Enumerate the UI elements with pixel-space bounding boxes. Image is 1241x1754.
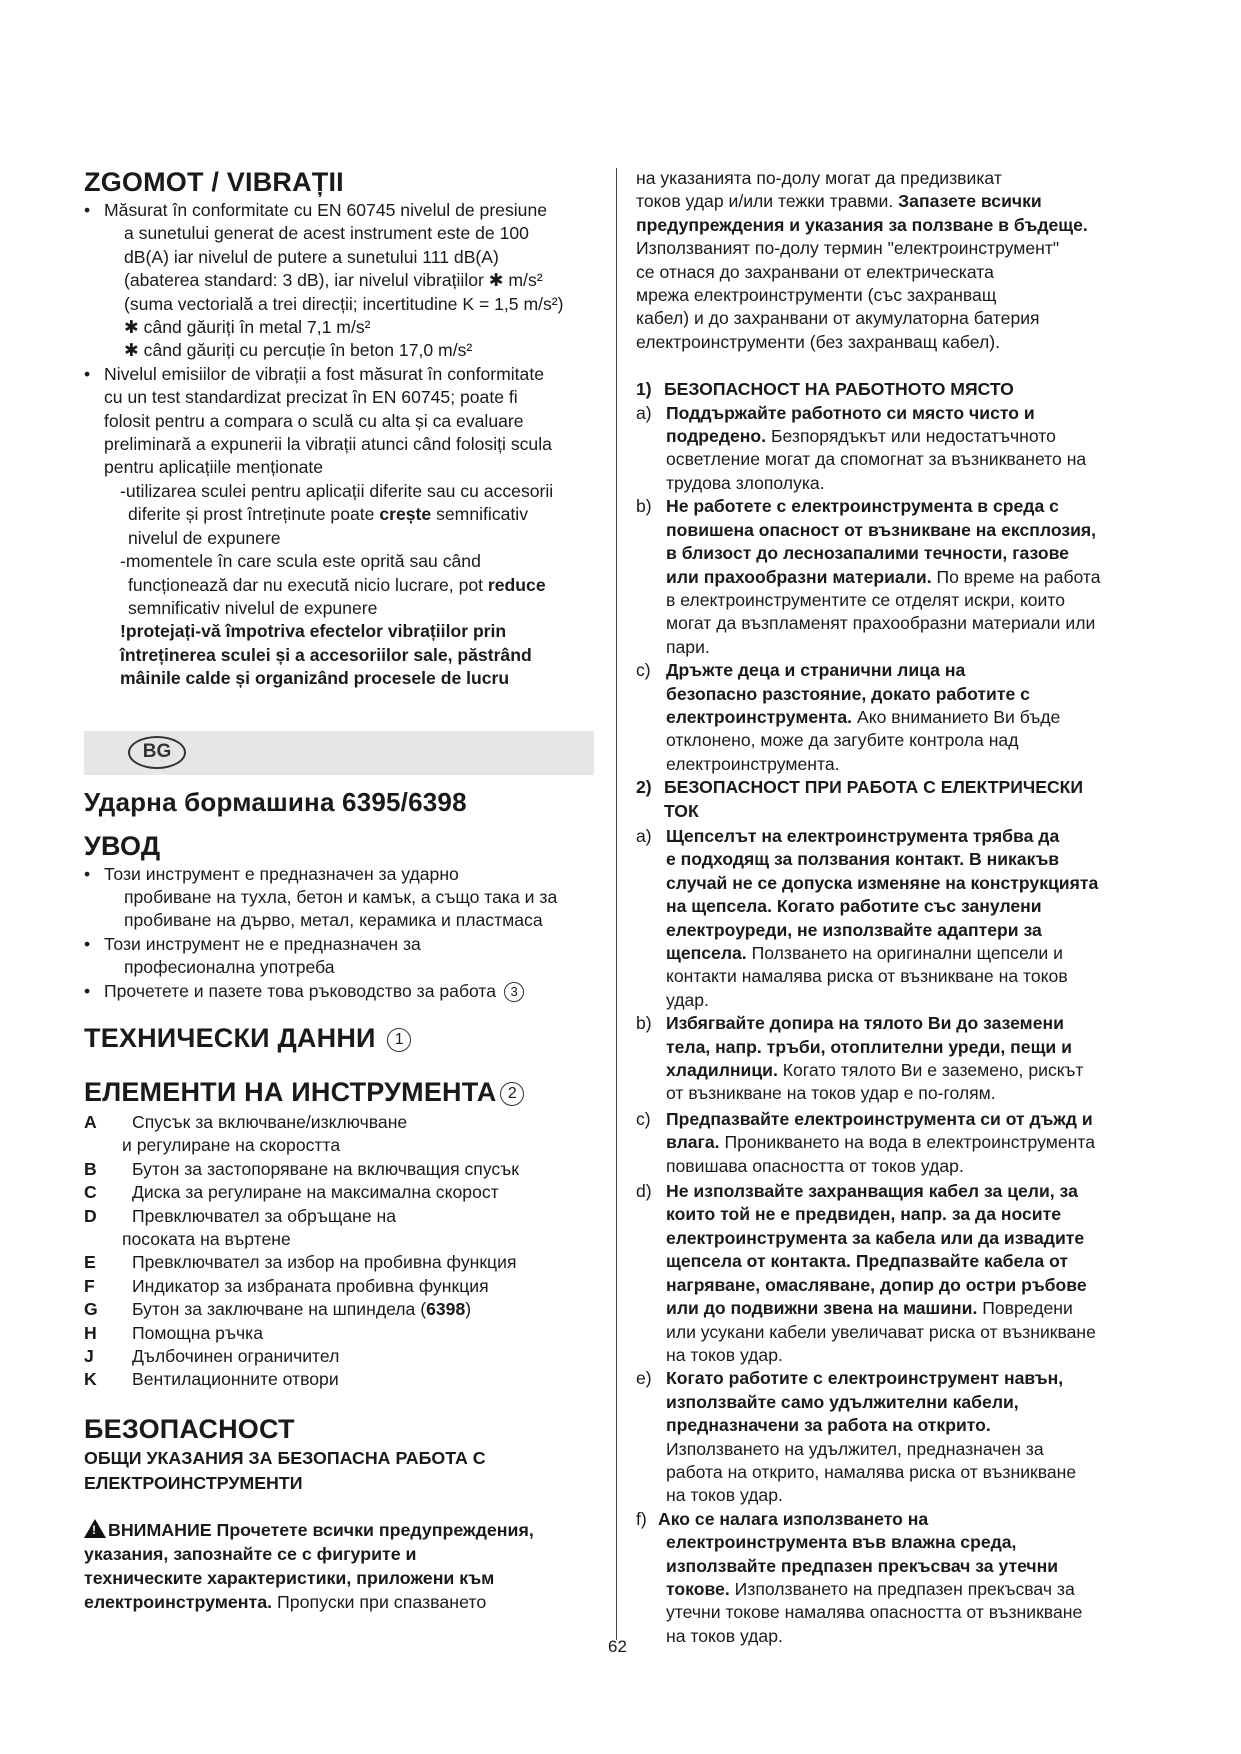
page-number: 62	[608, 1637, 627, 1656]
item-2c: c) Предпазвайте електроинструмента си от дъжд и влага. Проникването на вода в електроинструмента повишава опасността от токов удар.	[636, 1108, 1095, 1176]
text-line: на указанията по-долу могат да предизвикат	[636, 168, 1002, 188]
text-line: мрежа електроинструменти (със захранващ	[636, 285, 997, 306]
text-line: dB(A) iar nivelul de putere a sunetului 111 dB(A)	[124, 246, 499, 267]
element-row	[84, 1345, 596, 1368]
text-line: токов удар и/или тежки травми. Запазете всички	[636, 191, 1042, 212]
item-2e: e) Когато работите с електроинструмент навън, използвайте само удължителни кабели, предназначени за работа на открито. Използването на удължител, предназначен за работа на открито, намалява риска от възникване на токов удар.	[636, 1368, 1077, 1506]
text-line: funcționează dar nu execută nicio lucrare, pot reduce	[128, 574, 546, 595]
text-line: ✱ când găuriți cu percuție în beton 17,0 m/s²	[124, 340, 473, 361]
text-line: електроинструмента. Пропуски при спазването	[84, 1591, 487, 1612]
text-line: -momentele în care scula este oprită sau când	[120, 551, 481, 572]
left-column	[84, 165, 596, 1614]
asterisk-icon: ✱	[124, 340, 139, 361]
text-line: пробиване на дърво, метал, керамика и пластмаса	[124, 910, 543, 931]
element-row	[84, 1298, 596, 1321]
asterisk-icon: ✱	[124, 317, 139, 338]
safety-subtitle: ОБЩИ УКАЗАНИЯ ЗА БЕЗОПАСНА РАБОТА С ЕЛЕКТРОИНСТРУМЕНТИ	[84, 1447, 486, 1493]
element-label: посоката на въртене	[122, 1229, 291, 1249]
element-row	[84, 1158, 596, 1181]
intro-paragraph	[636, 167, 1156, 354]
text-line: • Nivelul emisiilor de vibrații a fost măsurat în conformitate	[104, 363, 545, 384]
text-line: Прочетете и пазете това ръководство за работа	[104, 980, 497, 1001]
element-row	[84, 1205, 596, 1228]
zgomot-protect-note	[84, 620, 596, 690]
element-label: Превключвател за обръщане на	[132, 1205, 396, 1226]
element-row	[84, 1228, 596, 1251]
section-electrical: 2) БЕЗОПАСНОСТ ПРИ РАБОТА С ЕЛЕКТРИЧЕСКИ ТОК	[636, 777, 1084, 821]
text-line: !protejați-vă împotriva efectelor vibrațiilor prin	[120, 621, 507, 642]
figure-ref-3: 3	[504, 982, 524, 1002]
text-line: • Този инструмент е предназначен за ударно	[104, 863, 459, 884]
element-key: H	[84, 1322, 97, 1343]
text-line: preliminară a expunerii la vibrații atunci când folosiți scula	[104, 434, 552, 455]
warning-icon: !	[84, 1519, 106, 1538]
intro-bullet-3	[84, 980, 596, 1003]
elements-list	[84, 1111, 596, 1392]
column-divider	[616, 168, 617, 1640]
element-row	[84, 1275, 596, 1298]
text-line: указания, запознайте се с фигурите и	[84, 1543, 417, 1564]
text-line: a sunetului generat de acest instrument este de 100	[124, 223, 529, 244]
text-line: folosit pentru a compara o sculă cu alta și ca evaluare	[104, 410, 524, 431]
element-label: Вентилационните отвори	[132, 1369, 339, 1390]
section-title-intro: УВОД	[84, 830, 161, 861]
element-key: J	[84, 1346, 94, 1367]
intro-bullet-2	[84, 933, 596, 980]
item-2d: d) Не използвайте захранващия кабел за цели, за които той не е предвиден, напр. за да носите електроинструмента за кабела или да извадите щепсела от контакта. Предпазвайте кабела от нагряване, омасляване, допир до остри ръбове или до подвижни звена на машини. Повредени или усукани кабели увеличават риска от възникване на токов удар.	[636, 1181, 1096, 1365]
text-line: кабел) и до захранвани от акумулаторна батерия	[636, 308, 1040, 329]
element-row	[84, 1134, 596, 1157]
language-badge: BG	[128, 736, 186, 769]
element-key: D	[84, 1205, 97, 1226]
element-label: Спусък за включване/изключване	[132, 1111, 408, 1132]
section-work-area: 1) БЕЗОПАСНОСТ НА РАБОТНОТО МЯСТО	[636, 379, 1014, 400]
language-bar	[84, 731, 594, 775]
text-line: се отнася до захранвани от електрическата	[636, 261, 994, 282]
text-line: професионална употреба	[124, 957, 335, 978]
section-title-zgomot: ZGOMOT / VIBRAȚII	[84, 167, 344, 197]
item-2b: b) Избягвайте допира на тялото Ви до заземени тела, напр. тръби, отоплителни уреди, пещи и хладилници. Когато тялото Ви е заземено, рискът от възникване на токов удар е по-голям.	[636, 1013, 1084, 1104]
text-line: електроинструменти (без захранващ кабел).	[636, 331, 1001, 352]
element-row	[84, 1251, 596, 1274]
text-line: pentru aplicațiile menționate	[104, 457, 324, 478]
item-2a: a) Щепселът на електроинструмента трябва да е подходящ за ползвания контакт. В никакъв случай не се допуска изменяне на конструкцията на щепсела. Когато работите със занулени електроуреди, не използвайте адаптери за щепсела. Ползването на оригинални щепсели и контакти намалява риска от възникване на токов удар.	[636, 825, 1099, 1010]
text-line: diferite și prost întreținute poate crește semnificativ	[128, 504, 528, 525]
item-1a: a) Поддържайте работното си място чисто и подредено. Безпорядъкът или недостатъчното осветление могат да спомогнат за възникването на трудова злополука.	[636, 402, 1087, 493]
section-title-tech: ТЕХНИЧЕСКИ ДАННИ 1	[84, 1021, 596, 1055]
text-line: întreținerea sculei și a accesoriilor sale, păstrând	[120, 644, 532, 665]
item-1b: b) Не работете с електроинструмента в среда с повишена опасност от възникване на експлозия, в близост до леснозапалими течности, газове или прахообразни материали. По време на работа в електроинструментите се отделят искри, които могат да възпламенят прахообразни материали или пари.	[636, 496, 1101, 657]
right-column	[636, 167, 1156, 1648]
element-label: Помощна ръчка	[132, 1322, 263, 1343]
zgomot-dash-2	[84, 550, 596, 620]
element-label: Превключвател за избор на пробивна функция	[132, 1252, 517, 1273]
element-key: A	[84, 1111, 97, 1132]
element-key: E	[84, 1252, 96, 1273]
element-row	[84, 1322, 596, 1345]
element-label: Диска за регулиране на максимална скорост	[132, 1182, 499, 1203]
text-line: ! ВНИМАНИЕ Прочетете всички предупреждения,	[84, 1518, 596, 1542]
figure-ref-2: 2	[500, 1082, 524, 1106]
text-line: (suma vectorială a trei direcții; incertitudine K = 1,5 m/s²)	[124, 293, 564, 314]
element-key: F	[84, 1275, 95, 1296]
text-line: Използваният по-долу термин "електроинструмент"	[636, 238, 1060, 259]
element-label: Дълбочинен ограничител	[132, 1346, 340, 1367]
element-row	[84, 1368, 596, 1391]
element-label: и регулиране на скоростта	[122, 1135, 341, 1156]
element-label: Индикатор за избраната пробивна функция	[132, 1275, 489, 1296]
product-title: Ударна бормашина 6395/6398	[84, 786, 467, 817]
item-1c: c) Дръжте деца и странични лица на безопасно разстояние, докато работите с електроинструмента. Ако вниманието Ви бъде отклонено, може да загубите контрола над електроинструмента.	[636, 660, 1061, 774]
intro-bullet-1	[84, 863, 596, 933]
element-label: Бутон за застопоряване на включващия спусък	[132, 1158, 519, 1179]
zgomot-bullet-1	[84, 199, 596, 363]
section-title-elements: ЕЛЕМЕНТИ НА ИНСТРУМЕНТА 2	[84, 1075, 596, 1109]
zgomot-bullet-2	[84, 363, 596, 480]
asterisk-icon: ✱	[488, 270, 504, 291]
section-title-safety: БЕЗОПАСНОСТ	[84, 1413, 295, 1444]
text-line: semnificativ nivelul de expunere	[128, 597, 378, 618]
warning-block	[84, 1518, 596, 1614]
element-key: G	[84, 1299, 98, 1320]
element-row	[84, 1111, 596, 1134]
zgomot-dash-1	[84, 480, 596, 550]
text-line: техническите характеристики, приложени към	[84, 1567, 495, 1588]
item-2f: f) Ако се налага използването на електроинструмента във влажна среда, използвайте предпазен прекъсвач за утечни токове. Използването на предпазен прекъсвач за утечни токове намалява опасността от възникване на токов удар.	[636, 1508, 1083, 1646]
element-row	[84, 1181, 596, 1204]
figure-ref-1: 1	[387, 1028, 411, 1052]
text-line: пробиване на тухла, бетон и камък, а също така и за	[124, 886, 558, 907]
text-line: • Măsurat în conformitate cu EN 60745 nivelul de presiune	[104, 200, 548, 220]
element-label: Бутон за заключване на шпиндела (6398)	[132, 1299, 472, 1320]
element-key: B	[84, 1158, 97, 1179]
text-line: mâinile calde și organizând procesele de lucru	[120, 668, 510, 689]
text-line: ✱ când găuriți în metal 7,1 m/s²	[124, 317, 371, 338]
text-line: cu un test standardizat precizat în EN 60745; poate fi	[104, 387, 518, 408]
element-key: C	[84, 1182, 97, 1203]
text-line: -utilizarea sculei pentru aplicații diferite sau cu accesorii	[120, 480, 554, 501]
element-key: K	[84, 1369, 97, 1390]
text-line: (abaterea standard: 3 dB), iar nivelul vibrațiilor ✱ m/s²	[124, 270, 543, 291]
text-line: nivelul de expunere	[128, 527, 281, 548]
text-line: • Този инструмент не е предназначен за	[104, 933, 421, 954]
text-line: предупреждения и указания за ползване в бъдеще.	[636, 214, 1088, 235]
